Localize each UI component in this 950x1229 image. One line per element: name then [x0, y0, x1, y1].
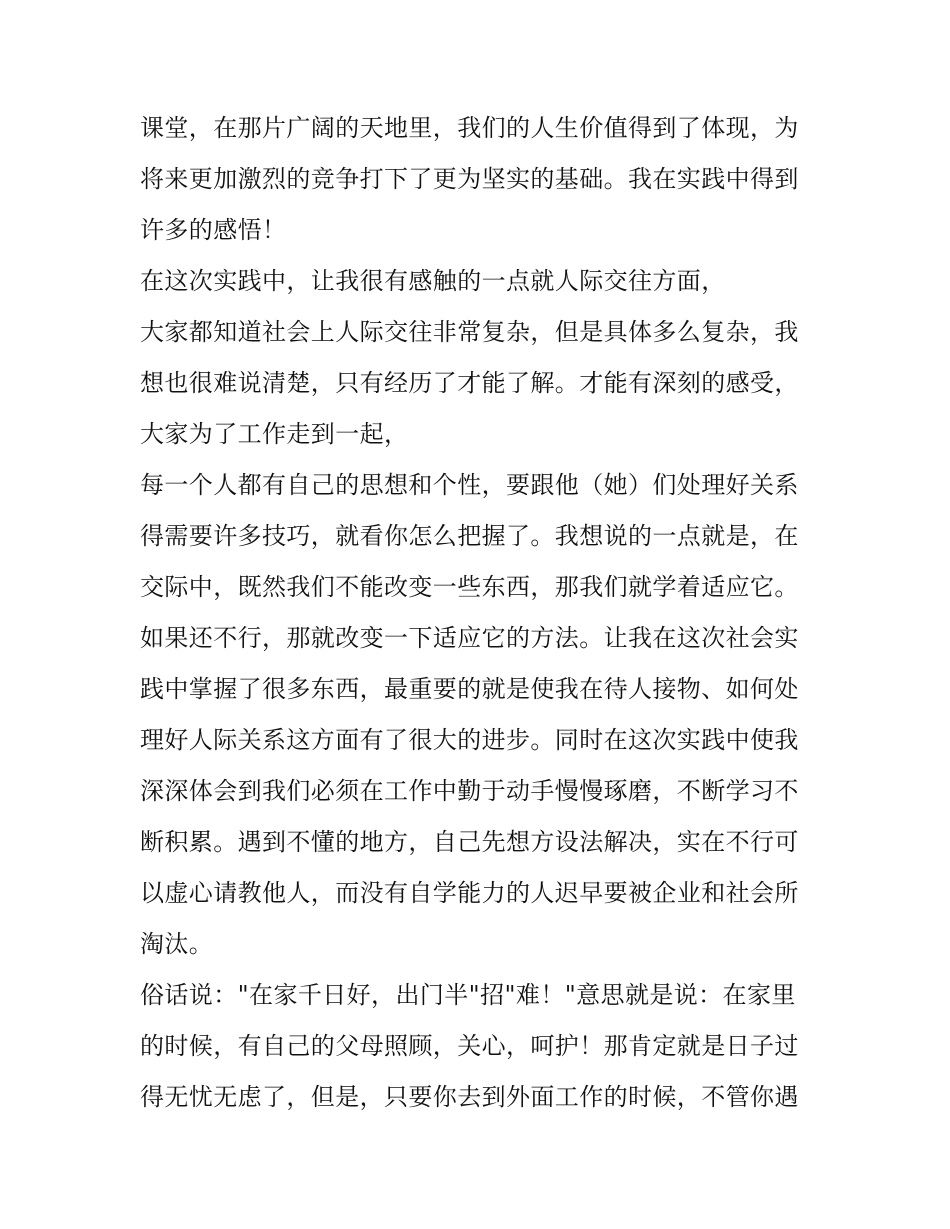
text-line: 在这次实践中，让我很有感触的一点就人际交往方面， — [140, 267, 726, 295]
text-line: 想也很难说清楚，只有经历了才能了解。才能有深刻的感受， — [140, 369, 799, 397]
text-line: 践中掌握了很多东西，最重要的就是使我在待人接物、如何处 — [140, 675, 799, 703]
text-line: 断积累。遇到不懂的地方，自己先想方设法解决，实在不行可 — [140, 828, 799, 856]
text-line: 课堂，在那片广阔的天地里，我们的人生价值得到了体现，为 — [140, 114, 799, 142]
document-body — [140, 103, 820, 1123]
text-line: 将来更加激烈的竞争打下了更为坚实的基础。我在实践中得到 — [140, 165, 799, 193]
text-line: 得需要许多技巧，就看你怎么把握了。我想说的一点就是，在 — [140, 522, 799, 550]
text-line: 交际中，既然我们不能改变一些东西，那我们就学着适应它。 — [140, 573, 799, 601]
text-line: 许多的感悟！ — [140, 216, 287, 244]
text-line: 如果还不行，那就改变一下适应它的方法。让我在这次社会实 — [140, 624, 799, 652]
text-line: 理好人际关系这方面有了很大的进步。同时在这次实践中使我 — [140, 726, 799, 754]
text-line: 的时候，有自己的父母照顾，关心，呵护！那肯定就是日子过 — [140, 1032, 799, 1060]
text-line: 每一个人都有自己的思想和个性，要跟他（她）们处理好关系 — [140, 471, 799, 499]
text-line: 淘汰。 — [140, 930, 214, 958]
text-line: 深深体会到我们必须在工作中勤于动手慢慢琢磨，不断学习不 — [140, 777, 799, 805]
text-line: 俗话说："在家千日好，出门半"招"难！"意思就是说：在家里 — [140, 981, 796, 1009]
text-line: 以虚心请教他人，而没有自学能力的人迟早要被企业和社会所 — [140, 879, 799, 907]
text-line: 得无忧无虑了，但是，只要你去到外面工作的时候，不管你遇 — [140, 1083, 799, 1111]
text-line: 大家都知道社会上人际交往非常复杂，但是具体多么复杂，我 — [140, 318, 799, 346]
text-line: 大家为了工作走到一起， — [140, 420, 409, 448]
